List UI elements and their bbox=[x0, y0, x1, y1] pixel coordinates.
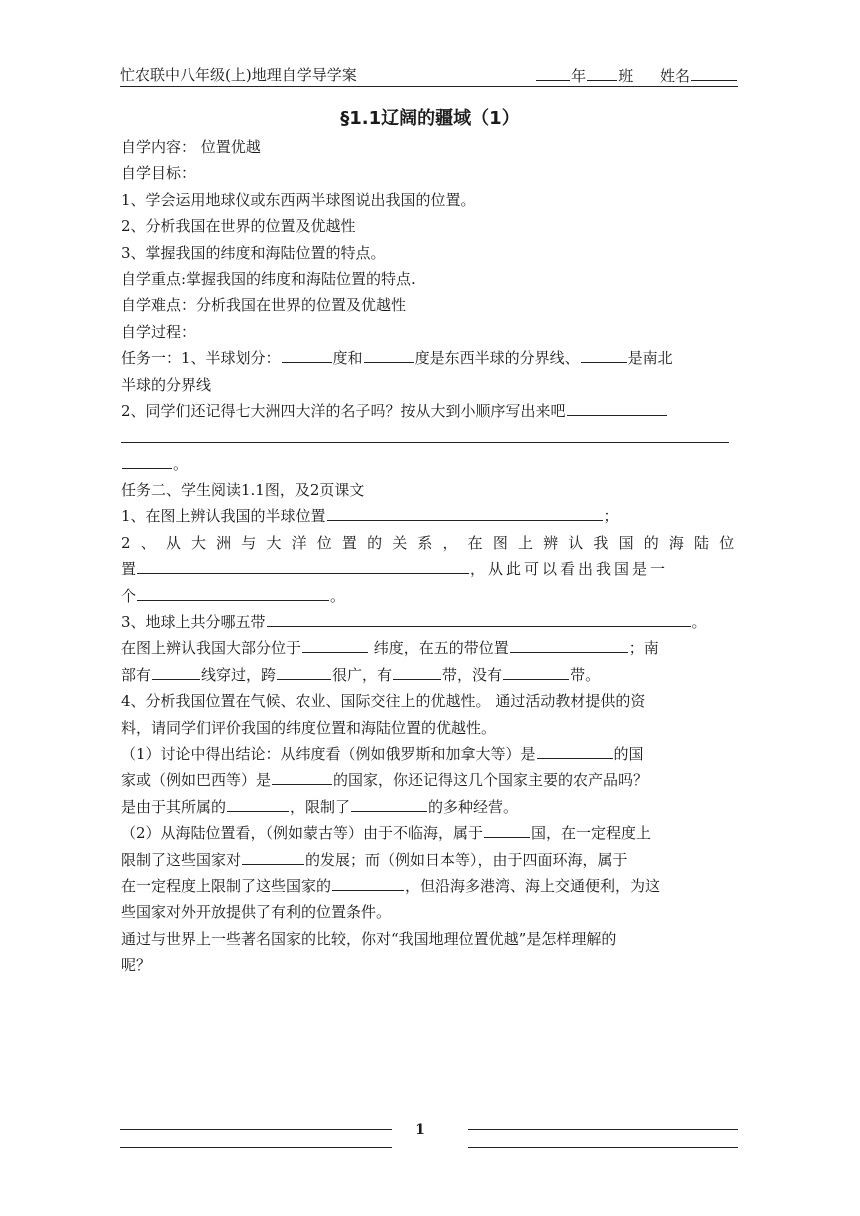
difficulty-line: 自学难点：分析我国在世界的位置及优越性 bbox=[121, 296, 407, 315]
task2-q2-line-end: 个 。 bbox=[121, 583, 738, 609]
blank-field[interactable] bbox=[567, 399, 667, 416]
discussion-2-line-cont: 限制了这些国家对 的发展；而（例如日本等），由于四面环海，属于 bbox=[121, 847, 738, 873]
page-footer bbox=[0, 1120, 860, 1160]
blank-field[interactable] bbox=[137, 557, 469, 574]
class-label: 班 bbox=[618, 67, 634, 85]
page-header bbox=[120, 60, 738, 87]
footer-rule-left-bottom bbox=[120, 1147, 392, 1148]
blank-field[interactable] bbox=[242, 848, 304, 865]
header-school-title: 忙农联中八年级(上)地理自学导学案 bbox=[120, 66, 357, 84]
task2-q1-line: 1、在图上辨认我国的半球位置 ； bbox=[121, 503, 738, 529]
blank-field[interactable] bbox=[351, 795, 427, 812]
reflection-line-end: 呢？ bbox=[121, 956, 152, 975]
task2-q3-line: 3、地球上共分哪五带 。 bbox=[121, 609, 738, 635]
blank-field[interactable] bbox=[122, 452, 172, 469]
blank-field[interactable] bbox=[152, 663, 200, 680]
task2-q2-line: 2、从大洲与大洋位置的关系，在图上辨认我国的海陆位 bbox=[121, 533, 738, 552]
header-student-info bbox=[535, 64, 738, 86]
goal-item-1: 1、学会运用地球仪或东西两半球图说出我国的位置。 bbox=[121, 190, 476, 209]
class-blank bbox=[587, 64, 617, 81]
zone-line: 部有 线穿过，跨 很广，有 带，没有 带。 bbox=[121, 662, 738, 688]
page-title: §1.1辽阔的疆域（1） bbox=[340, 108, 520, 129]
blank-field[interactable] bbox=[227, 795, 289, 812]
blank-field[interactable] bbox=[393, 663, 441, 680]
task2-q4-line: 4、分析我国位置在气候、农业、国际交往上的优越性。 通过活动教材提供的资 bbox=[121, 692, 646, 711]
process-heading: 自学过程： bbox=[121, 322, 197, 341]
footer-rule-right-top bbox=[468, 1129, 738, 1130]
study-content-line: 自学内容： 位置优越 bbox=[121, 138, 261, 156]
discussion-2-line: （2）从海陆位置看，（例如蒙古等）由于不临海，属于 国，在一定程度上 bbox=[121, 820, 738, 846]
goal-item-2: 2、分析我国在世界的位置及优越性 bbox=[121, 217, 356, 236]
page-number: 1 bbox=[415, 1122, 425, 1138]
footer-rule-left-top bbox=[120, 1129, 392, 1130]
blank-field[interactable] bbox=[121, 424, 729, 443]
blank-field[interactable] bbox=[302, 636, 368, 653]
blank-field[interactable] bbox=[272, 768, 332, 785]
blank-field[interactable] bbox=[267, 610, 691, 627]
blank-field[interactable] bbox=[277, 663, 331, 680]
task2-q4-line-cont: 料，请同学们评价我国的纬度位置和海陆位置的优越性。 bbox=[121, 718, 497, 737]
discussion-1-line-end: 是由于其所属的 ，限制了 的多种经营。 bbox=[121, 794, 738, 820]
footer-rule-right-bottom bbox=[468, 1147, 738, 1148]
year-blank bbox=[536, 64, 570, 81]
task2-q2-line-cont: 置 ，从此可以看出我国是一 bbox=[121, 556, 738, 582]
task1-q2-line: 2、同学们还记得七大洲四大洋的名子吗？按从大到小顺序写出来吧 bbox=[121, 398, 738, 424]
task1-line: 任务一：1、半球划分： 度和 度是东西半球的分界线、 是南北 bbox=[121, 345, 738, 371]
name-label: 姓名 bbox=[659, 67, 690, 85]
blank-field[interactable] bbox=[364, 346, 414, 363]
blank-field[interactable] bbox=[282, 346, 332, 363]
goal-item-3: 3、掌握我国的纬度和海陆位置的特点。 bbox=[121, 243, 386, 262]
blank-field[interactable] bbox=[510, 636, 628, 653]
study-goal-heading: 自学目标： bbox=[121, 164, 197, 183]
blank-field[interactable] bbox=[327, 504, 603, 521]
blank-field[interactable] bbox=[332, 874, 404, 891]
discussion-2-line-cont2: 在一定程度上限制了这些国家的 ，但沿海多港湾、海上交通便利，为这 bbox=[121, 873, 738, 899]
blank-field[interactable] bbox=[581, 346, 627, 363]
blank-field[interactable] bbox=[484, 821, 530, 838]
latitude-line: 在图上辨认我国大部分位于 纬度，在五的带位置 ；南 bbox=[121, 635, 738, 661]
task1-line-cont: 半球的分界线 bbox=[121, 375, 212, 394]
year-label: 年 bbox=[571, 67, 587, 85]
worksheet-body bbox=[121, 134, 738, 979]
answer-rule-line bbox=[121, 424, 738, 450]
blank-field[interactable] bbox=[137, 584, 329, 601]
task2-heading: 任务二、学生阅读1.1图，及2页课文 bbox=[121, 481, 365, 500]
key-point-line: 自学重点:掌握我国的纬度和海陆位置的特点. bbox=[121, 269, 416, 288]
reflection-line: 通过与世界上一些著名国家的比较，你对“我国地理位置优越”是怎样理解的 bbox=[121, 929, 617, 948]
discussion-1-line: （1）讨论中得出结论：从纬度看（例如俄罗斯和加拿大等）是 的国 bbox=[121, 741, 738, 767]
discussion-1-line-cont: 家或（例如巴西等）是 的国家，你还记得这几个国家主要的农产品吗？ bbox=[121, 767, 738, 793]
blank-field[interactable] bbox=[503, 663, 569, 680]
blank-field[interactable] bbox=[537, 742, 613, 759]
name-blank bbox=[691, 64, 737, 81]
discussion-2-line-end: 些国家对外开放提供了有利的位置条件。 bbox=[121, 903, 392, 922]
answer-end-line: 。 bbox=[121, 451, 738, 477]
